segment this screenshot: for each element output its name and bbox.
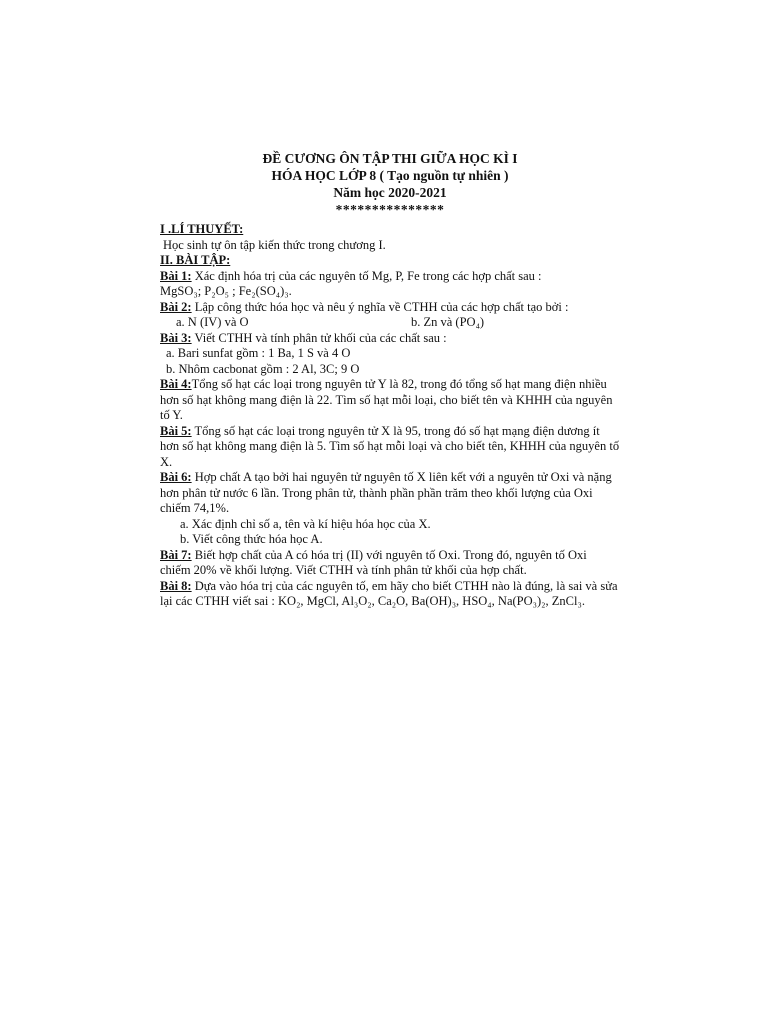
exercise-text: Xác định hóa trị của các nguyên tố Mg, P, Fe trong các hợp chất sau : [191, 268, 542, 283]
exercise-1-formulas: MgSO₃; P₂O₅ ; Fe₂(SO₄)₃. [160, 284, 292, 298]
exercise-label: Bài 1: [160, 268, 192, 283]
section-theory-text: Học sinh tự ôn tập kiến thức trong chương I. [163, 237, 386, 252]
exercise-4 [160, 377, 620, 424]
exercise-8 [160, 579, 620, 610]
exercise-label: Bài 7: [160, 547, 192, 562]
exercise-label: Bài 2: [160, 299, 192, 314]
exercise-5 [160, 424, 620, 471]
exercise-text: Hợp chất A tạo bởi hai nguyên tử nguyên tố X liên kết với a nguyên tử Oxi và nặng hơn phân tử nước 6 lần. Trong phân tử, thành phần phần trăm theo khối lượng của Oxi chiếm 74,1%. [160, 470, 612, 515]
exercise-label: Bài 8: [160, 578, 192, 593]
document-subtitle: HÓA HỌC LỚP 8 ( Tạo nguồn tự nhiên ) [271, 168, 509, 183]
exercise-label: Bài 3: [160, 330, 192, 345]
exercise-text: Viết CTHH và tính phân tử khối của các chất sau : [191, 330, 447, 345]
exercise-2-options [160, 315, 620, 331]
section-theory-heading: I .LÍ THUYẾT: [160, 222, 244, 236]
exercise-label: Bài 6: [160, 470, 192, 484]
option-a: a. N (IV) và O [176, 315, 249, 329]
option-a: a. Bari sunfat gồm : 1 Ba, 1 S và 4 O [166, 346, 351, 360]
document-page [160, 150, 620, 610]
exercise-text: Lập công thức hóa học và nêu ý nghĩa về CTHH của các hợp chất tạo bởi : [191, 299, 569, 314]
option-a: a. Xác định chỉ số a, tên và kí hiệu hóa học của X. [180, 516, 431, 531]
exercise-label: Bài 4: [160, 377, 192, 391]
exercise-1 [160, 269, 620, 285]
exercise-label: Bài 5: [160, 423, 192, 438]
exercise-text: Tổng số hạt các loại trong nguyên tử Y là 82, trong đó tổng số hạt mang điện nhiều hơn số hạt không mang điện là 22. Tìm số hạt mỗi loại, cho biết tên và KHHH của nguyên tố Y. [160, 377, 613, 422]
option-b: b. Zn và (PO₄) [411, 315, 485, 329]
exercise-6 [160, 470, 620, 517]
school-year: Năm học 2020-2021 [333, 185, 447, 200]
exercise-2 [160, 300, 620, 316]
exercise-text: Tổng số hạt các loại trong nguyên tử X là 95, trong đó số hạt mạng điện dương ít hơn số hạt không mang điện là 5. Tìm số hạt mỗi loại và cho biết tên, KHHH của nguyên tố X. [160, 423, 620, 469]
document-title: ĐỀ CƯƠNG ÔN TẬP THI GIỮA HỌC KÌ I [262, 151, 518, 166]
exercise-3 [160, 331, 620, 347]
option-b: b. Viết công thức hóa học A. [180, 532, 323, 546]
section-exercises-heading: II. BÀI TẬP: [160, 253, 231, 267]
exercise-text: Biết hợp chất của A có hóa trị (II) với nguyên tố Oxi. Trong đó, nguyên tố Oxi chiếm 20% về khối lượng. Viết CTHH và tính phân tử khối của hợp chất. [160, 547, 587, 577]
divider-stars: *************** [335, 202, 445, 217]
option-b: b. Nhôm cacbonat gồm : 2 Al, 3C; 9 O [166, 361, 360, 376]
title-block [160, 150, 620, 218]
exercise-7 [160, 548, 620, 579]
exercise-text: Dựa vào hóa trị của các nguyên tố, em hãy cho biết CTHH nào là đúng, là sai và sửa lại các CTHH viết sai : KO₂, MgCl, Al₃O₂, Ca₂O, Ba(OH)₃, HSO₄, Na(PO₃)₂, ZnCl₃. [160, 578, 618, 608]
